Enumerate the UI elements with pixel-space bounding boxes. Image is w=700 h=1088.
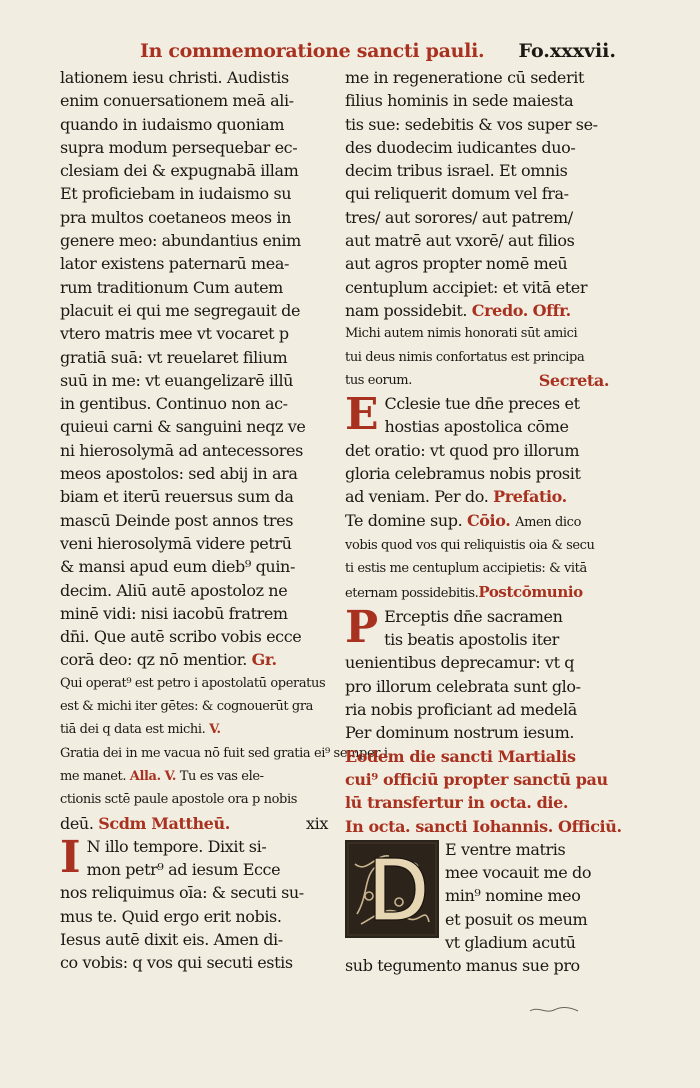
text-line: lator existens paternarū mea- xyxy=(60,254,289,274)
chant-line: Gratia dei in me vacua nō fuit sed gratia ei⁹ semper i xyxy=(60,745,388,761)
verse-label: V. xyxy=(164,768,176,784)
chant-text: Amen dico xyxy=(515,514,581,530)
rubric-line: lū transfertur in octa. die. xyxy=(345,793,569,813)
chant-line: ctionis sctē paule apostole ora p nobis xyxy=(60,792,297,808)
text-line: et posuit os meum xyxy=(445,909,588,929)
gradual-label: Gr. xyxy=(251,650,277,670)
chant-text: eternam possidebitis. xyxy=(345,585,479,601)
postcommunio-paragraph xyxy=(345,601,615,745)
text-line: gloria celebramus nobis prosit xyxy=(345,464,581,484)
text-line: supra modum persequebar ec- xyxy=(60,137,298,157)
chant-line: est & michi iter gētes: & cognouerūt gra xyxy=(60,699,314,715)
running-head xyxy=(140,40,620,66)
woodcut-initial xyxy=(345,840,439,938)
chant-text: me manet. xyxy=(60,768,127,784)
postcommunio-heading: Postcōmunio xyxy=(478,582,583,601)
secreta-paragraph xyxy=(345,389,615,508)
rubric-line: cui⁹ officiū propter sanctū pau xyxy=(345,769,608,789)
offertory-label: Offr. xyxy=(532,300,571,320)
text-fragment: Te domine sup. xyxy=(345,510,463,530)
text-line: min⁹ nomine meo xyxy=(445,886,581,906)
text-line: placuit ei qui me segregauit de xyxy=(60,300,301,320)
chant-line xyxy=(60,765,332,788)
text-line: pro illorum celebrata sunt glo- xyxy=(345,676,581,696)
chant-text: deū. xyxy=(60,813,94,833)
text-line: decim. Aliū autē apostoloz ne xyxy=(60,580,288,600)
text-line: mus te. Quid ergo erit nobis. xyxy=(60,906,282,926)
text-line: Iesus autē dixit eis. Amen di- xyxy=(60,929,283,949)
gospel-heading-line xyxy=(60,812,332,835)
text-fragment: ad veniam. Per do. xyxy=(345,487,489,507)
text-line: Et proficiebam in iudaismo su xyxy=(60,184,292,204)
initial-letter: E xyxy=(345,389,379,441)
gradual-start-line xyxy=(60,648,332,671)
text-line: gratiā suā: vt reuelaret filium xyxy=(60,347,288,367)
text-line: & mansi apud eum dieb⁹ quin- xyxy=(60,557,295,577)
page-title: In commemoratione sancti pauli. xyxy=(140,40,485,62)
text-line xyxy=(345,485,615,508)
text-line: lationem iesu christi. Audistis xyxy=(60,68,289,87)
chant-line xyxy=(345,581,615,605)
text-line: det oratio: vt quod pro illorum xyxy=(345,440,580,460)
text-line: co vobis: q vos qui secuti estis xyxy=(60,953,293,973)
text-line: genere meo: abundantius enim xyxy=(60,231,301,251)
text-line: dn̄i. Que autē scribo vobis ecce xyxy=(60,627,302,647)
text-line: ria nobis proficiant ad medelā xyxy=(345,700,577,720)
woodcut-d-icon xyxy=(349,844,435,934)
chant-line: Qui operat⁹ est petro i apostolatū operatus xyxy=(60,675,326,691)
prefatio-rubric: Prefatio. xyxy=(493,487,567,507)
text-line: vt gladium acutū xyxy=(445,932,576,952)
text-line: Cclesie tue dn̄e preces et xyxy=(384,394,580,414)
text-line: mascū Deinde post annos tres xyxy=(60,510,294,530)
text-line: minē vidi: nisi iacobū fratrem xyxy=(60,603,288,623)
gospel-paragraph xyxy=(60,831,332,975)
text-line: tis beatis apostolis iter xyxy=(384,630,559,650)
text-line: ni hierosolymā ad antecessores xyxy=(60,440,303,460)
text-line: centuplum accipiet: et vitā eter xyxy=(345,277,588,297)
text-line: rum traditionum Cum autem xyxy=(60,277,283,297)
text-line: E ventre matris xyxy=(445,839,566,859)
text-line: veni hierosolymā videre petrū xyxy=(60,533,292,553)
chant-text: tus eorum. xyxy=(345,372,412,388)
text-line: clesiam dei & expugnabā illam xyxy=(60,161,299,181)
text-line: mon petr⁹ ad iesum Ecce xyxy=(86,860,281,880)
text-line: Per dominum nostrum iesum. xyxy=(345,723,575,743)
chant-text: Tu es vas ele- xyxy=(179,768,264,784)
communio-label: Cōio. xyxy=(466,510,511,530)
text-line: nos reliquimus oīa: & secuti su- xyxy=(60,883,304,903)
text-line: Erceptis dn̄e sacramen xyxy=(384,606,563,626)
chant-line: tui deus nimis confortatus est principa xyxy=(345,349,585,365)
chapter-number: xix xyxy=(306,813,328,833)
text-line: hostias apostolica cōme xyxy=(384,417,569,437)
chant-line xyxy=(345,369,615,392)
text-line: tis sue: sedebitis & vos super se- xyxy=(345,114,598,134)
text-line: tres/ aut sorores/ aut patrem/ xyxy=(345,207,573,227)
credo-rubric: Credo. xyxy=(471,300,528,320)
text-line: aut agros propter nomē meū xyxy=(345,254,568,274)
text-line: mee vocauit me do xyxy=(445,863,592,883)
text-line: meos apostolos: sed abij in ara xyxy=(60,464,298,484)
text-fragment: nam possidebit. xyxy=(345,300,468,320)
text-line: qui reliquerit domum vel fra- xyxy=(345,184,569,204)
catchword-ornament-icon xyxy=(528,1004,580,1016)
text-line: decim tribus israel. Et omnis xyxy=(345,161,568,181)
chant-line: Michi autem nimis honorati sūt amici xyxy=(345,326,578,342)
text-line: N illo tempore. Dixit si- xyxy=(86,836,267,856)
text-line: in gentibus. Continuo non ac- xyxy=(60,394,288,414)
text-line: pra multos coetaneos meos in xyxy=(60,207,291,227)
verse-label: V. xyxy=(209,722,221,738)
initial-letter: P xyxy=(345,601,379,653)
gospel-heading: Scdm Mattheū. xyxy=(98,813,230,833)
text-line: vtero matris mee vt vocaret p xyxy=(60,324,289,344)
alleluia-label: Alla. xyxy=(129,768,161,784)
initial-letter: I xyxy=(60,831,81,883)
octave-heading: In octa. sancti Iohannis. Officiū. xyxy=(345,816,622,836)
text-line: filius hominis in sede maiesta xyxy=(345,91,574,111)
text-line: sub tegumento manus sue pro xyxy=(345,956,580,976)
text-line: uenientibus deprecamur: vt q xyxy=(345,653,575,673)
right-column xyxy=(345,66,622,978)
chant-line: ti estis me centuplum accipietis: & vitā xyxy=(345,561,587,577)
text-line: corā deo: qz nō mentior. xyxy=(60,650,247,670)
text-line: aut matrē aut vxorē/ aut filios xyxy=(345,231,575,251)
rubric-line: Eodem die sancti Martialis xyxy=(345,746,576,766)
text-line: des duodecim iudicantes duo- xyxy=(345,137,576,157)
introit-paragraph xyxy=(345,838,615,978)
text-line xyxy=(345,509,615,534)
text-line: quieui carni & sanguini neqz ve xyxy=(60,417,306,437)
chant-line xyxy=(60,718,332,741)
chant-line: vobis quod vos qui reliquistis oia & secu xyxy=(345,537,595,553)
secreta-heading: Secreta. xyxy=(538,370,609,390)
text-line: suū in me: vt euangelizarē illū xyxy=(60,370,294,390)
text-line: quando in iudaismo quoniam xyxy=(60,114,285,134)
text-line: enim conuersationem meā ali- xyxy=(60,91,294,111)
text-line: biam et iterū reuersus sum da xyxy=(60,487,294,507)
folio-number: Fo.xxxvii. xyxy=(518,40,616,62)
chant-text: tiā dei q data est michi. xyxy=(60,722,206,738)
text-line: me in regeneratione cū sederit xyxy=(345,68,585,87)
text-line xyxy=(345,299,615,322)
